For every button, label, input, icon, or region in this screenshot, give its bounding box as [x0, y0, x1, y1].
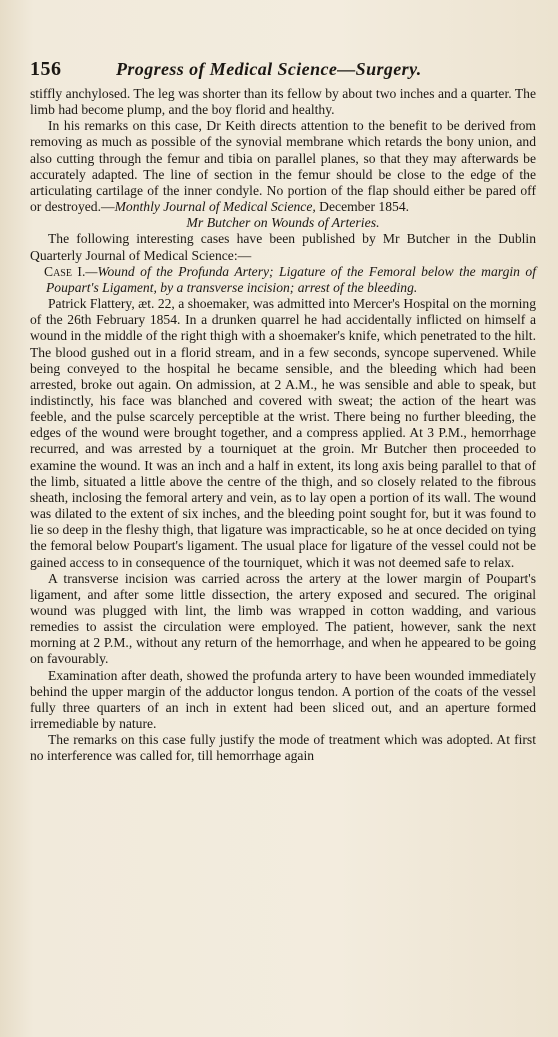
keith-remarks-text: In his remarks on this case, Dr Keith directs attention to the benefit to be derived from removing as much as possible of the synovial membrane which retards the bony union, and also cutting through the femur and tibia on parallel planes, so that they may afterwards be accurately adapted. The line of section in the femur should be close to the edge of the articulating cartilage of the inner condyle. No portion of the flap should either be pared off or destroyed.—: [30, 118, 536, 215]
citation-date: December 1854.: [315, 199, 410, 215]
case-title: —Wound of the Profunda Artery; Ligature of the Femoral below the margin of Poupart's Ligament, by a transverse incision; arrest of the bleeding.: [46, 263, 536, 295]
body-text: [30, 86, 536, 765]
section-title-prefix: Mr Butcher on: [186, 215, 272, 231]
page-number: 156: [30, 58, 62, 80]
case-label: Case I.: [44, 263, 86, 279]
case-heading: [30, 264, 536, 296]
journal-citation: Monthly Journal of Medical Science,: [114, 199, 316, 215]
paragraph-remarks: The remarks on this case fully justify the mode of treatment which was adopted. At first no interference was called for, till hemorrhage again: [30, 732, 536, 764]
section-title-subject: Wounds of Arteries.: [271, 215, 380, 231]
paragraph-intro: The following interesting cases have been published by Mr Butcher in the Dublin Quarterly Journal of Medical Science:—: [30, 231, 536, 263]
section-title: [30, 215, 536, 231]
page-header: [30, 58, 536, 86]
running-title: Progress of Medical Science—Surgery.: [116, 59, 422, 79]
paragraph-continuation: stiffly anchylosed. The leg was shorter than its fellow by about two inches and a quarter. The limb had become plump, and the boy florid and healthy.: [30, 86, 536, 118]
paragraph-operation: A transverse incision was carried across the artery at the lower margin of Poupart's ligament, and after some little dissection, the artery exposed and secured. The original wound was plugged with lint, the limb was wrapped in cotton wadding, and various remedies to assist the circulation were employed. The patient, however, sank the next morning at 2 P.M., without any return of the hemorrhage, and when he appeared to be going on favourably.: [30, 570, 536, 667]
paragraph-case-history: Patrick Flattery, æt. 22, a shoemaker, was admitted into Mercer's Hospital on the morning of the 26th February 1854. In a drunken quarrel he had accidentally inflicted on himself a wound in the middle of the right thigh with a shoemaker's knife, which penetrated to the hilt. The blood gushed out in a florid stream, and in a few seconds, syncope supervened. While being conveyed to the hospital he became sensible, and the bleeding which had been arrested, broke out again. On admission, at 2 A.M., he was sensible and able to speak, but indistinctly, his face was blanched and covered with sweat; the action of the heart was feeble, and the pulse scarcely perceptible at the wrist. There being no further bleeding, the edges of the wound were brought together, and a compress applied. At 3 P.M., hemorrhage recurred, and was arrested by a tourniquet at the groin. Mr Butcher then proceeded to examine the wound. It was an inch and a half in extent, its long axis being parallel to that of the limb, situated a little above the centre of the thigh, and so closely related to the fibrous sheath, inclosing the femoral artery and vein, as to lay open a portion of its wall. The wound was dilated to the extent of six inches, and the bleeding point sought for, but it was found to lie so deep in the fleshy thigh, that ligature was impracticable, so he at once decided on tying the femoral below Poupart's ligament. The usual place for ligature of the vessel could not be gained access to in consequence of the tourniquet, which it was not deemed safe to relax.: [30, 296, 536, 570]
paragraph-keith-remarks: [30, 118, 536, 215]
paragraph-examination: Examination after death, showed the profunda artery to have been wounded immediately behind the upper margin of the adductor longus tendon. A portion of the coats of the vessel fully three quarters of an inch in extent had been sliced out, and an aperture formed irremediable by nature.: [30, 667, 536, 732]
